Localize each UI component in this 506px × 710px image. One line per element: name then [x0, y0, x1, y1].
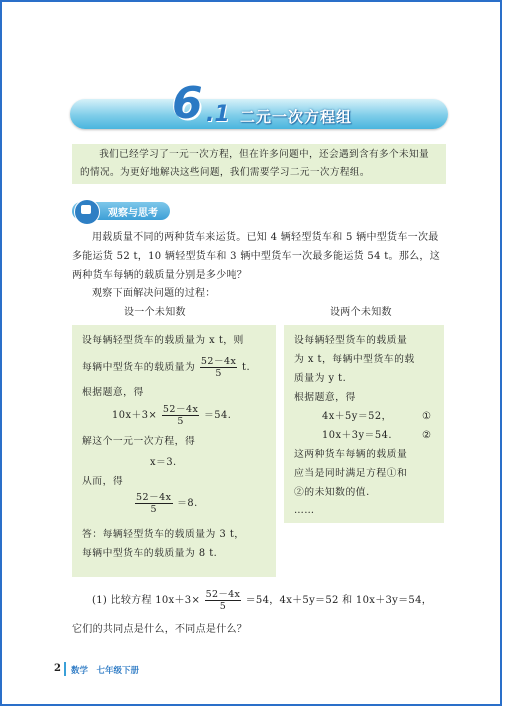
left-line-7: 从而，得: [82, 476, 124, 487]
right-equation-1: 4x＋5y＝52，: [322, 411, 392, 422]
left-line-2-unit: t.: [242, 362, 251, 373]
fraction-numerator: 52－4x: [136, 492, 172, 503]
right-line-1: 设每辆轻型货车的载质量: [294, 335, 408, 346]
right-line-7: 这两种货车每辆的载质量: [294, 449, 408, 460]
question-1: [92, 588, 432, 614]
fraction: [162, 404, 200, 427]
intro-paragraph: 我们已经学习了一元一次方程，但在许多问题中，还会遇到含有多个未知量的情况。为更好地解决这些问题，我们需要学习二元一次方程组。: [72, 144, 446, 184]
answer-line-2: 每辆中型货车的载质量为 8 t.: [82, 548, 218, 559]
equation-2-rhs: ＝8.: [177, 498, 198, 509]
observe-text: 观察下面解决问题的过程：: [92, 288, 216, 299]
book-title: 数学 七年级下册: [71, 666, 140, 676]
fraction-denominator: 5: [215, 368, 222, 379]
right-line-8: 应当是同时满足方程①和: [294, 468, 408, 479]
question-1-part-a: (1) 比较方程 10x＋3×: [92, 595, 201, 606]
right-line-2: 为 x t，每辆中型货车的载: [294, 354, 415, 365]
left-equation-2: [134, 492, 198, 515]
section-title: 二元一次方程组: [240, 108, 353, 126]
left-equation-1: [112, 404, 231, 427]
equation-marker-1: ①: [422, 411, 432, 422]
footer-divider: [64, 662, 66, 676]
fraction: [205, 589, 242, 612]
right-line-4: 根据题意，得: [294, 392, 356, 403]
section-subnumber: .1: [206, 102, 230, 127]
left-line-5: 解这个一元一次方程，得: [82, 436, 196, 447]
fraction: [200, 356, 238, 379]
right-line-10: ……: [294, 505, 315, 516]
left-line-6: x＝3.: [150, 457, 177, 468]
fraction-denominator: 5: [177, 416, 184, 427]
left-line-3: 根据题意，得: [82, 387, 144, 398]
right-equation-2: 10x＋3y＝54.: [322, 430, 392, 441]
equation-1-lhs: 10x＋3×: [112, 410, 158, 421]
fraction-numerator: 52－4x: [200, 356, 237, 367]
section-number: 6: [172, 78, 203, 129]
fraction-denominator: 5: [219, 601, 227, 612]
answer-line-1: 答：每辆轻型货车的载质量为 3 t，: [82, 529, 245, 540]
fraction-denominator: 5: [150, 504, 158, 515]
book-icon: [81, 205, 91, 214]
left-heading: 设一个未知数: [124, 307, 186, 318]
left-line-2-text: 每辆中型货车的载质量为: [82, 362, 196, 373]
fraction-numerator: 52－4x: [205, 589, 241, 600]
left-line-2: [82, 356, 250, 379]
right-line-9: ②的未知数的值.: [294, 487, 370, 498]
left-line-1: 设每辆轻型货车的载质量为 x t，则: [82, 335, 244, 346]
page-number: 2: [54, 663, 61, 674]
question-1-part-b: ＝54，4x＋5y＝52 和 10x＋3y＝54，: [245, 595, 433, 606]
tag-label: 观察与思考: [108, 208, 158, 219]
fraction: [135, 492, 173, 515]
fraction-numerator: 52－4x: [162, 404, 199, 415]
equation-marker-2: ②: [422, 430, 432, 441]
right-line-3: 质量为 y t.: [294, 373, 347, 384]
right-heading: 设两个未知数: [330, 307, 392, 318]
problem-text: 用载质量不同的两种货车来运货。已知 4 辆轻型货车和 5 辆中型货车一次最多能运货 52 t，10 辆轻型货车和 3 辆中型货车一次最多能运货 54 t。那么，这两种货车每辆的载质量分别是多少吨？: [72, 232, 441, 281]
equation-1-rhs: ＝54.: [203, 410, 232, 421]
question-1-continued: 它们的共同点是什么，不同点是什么？: [72, 624, 248, 635]
